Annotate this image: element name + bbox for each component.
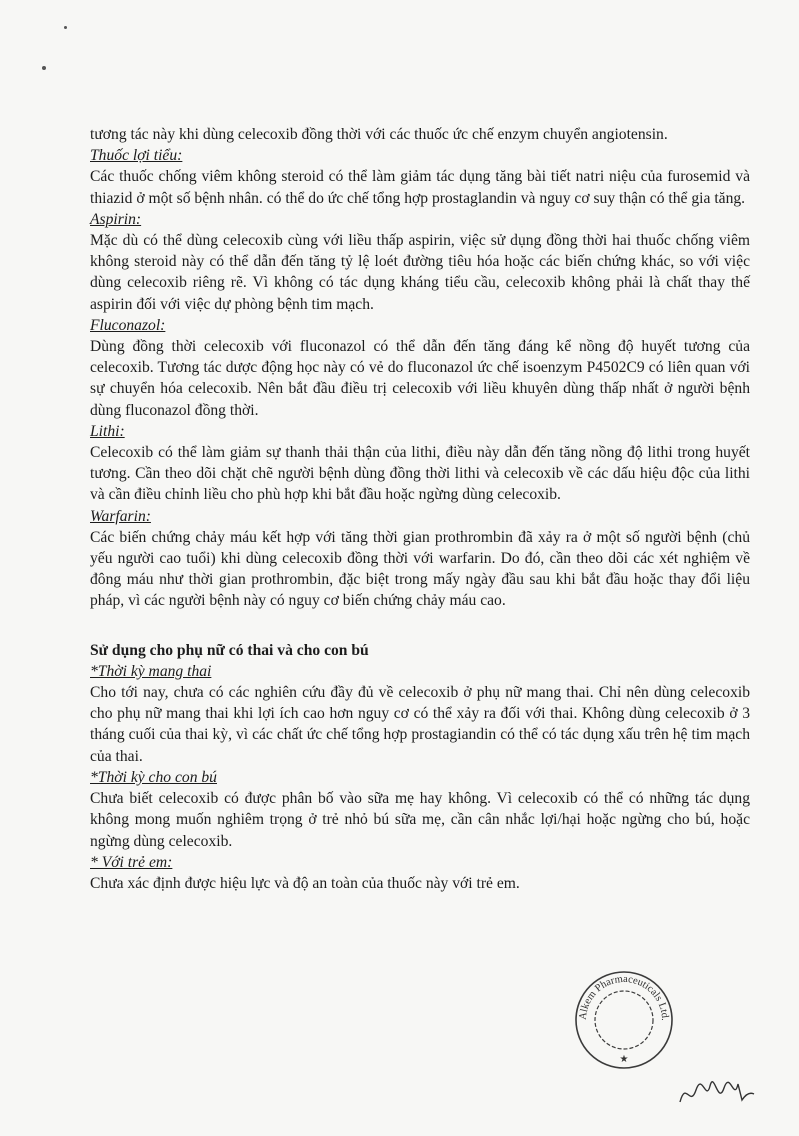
- section-heading: Thuốc lợi tiểu:: [90, 147, 183, 165]
- section-warfarin: [90, 506, 750, 612]
- subsection-heading: * Với trẻ em:: [90, 853, 173, 871]
- intro-paragraph: tương tác này khi dùng celecoxib đồng thời với các thuốc ức chế enzym chuyển angiotensin.: [90, 126, 668, 143]
- svg-text:★: ★: [619, 1054, 629, 1065]
- subsection-body: Cho tới nay, chưa có các nghiên cứu đầy đủ về celecoxib ở phụ nữ mang thai. Chỉ nên dùng celecoxib cho phụ nữ mang thai khi lợi ích cao hơn nguy cơ có thể xảy ra đối với thai. Không dùng celecoxib ở 3 tháng cuối của thai kỳ, vì các chất ức chế tổng hợp prostagiandin có thể có tác dụng xấu trên hệ tim mạch của thai.: [90, 684, 750, 765]
- section-diuretics: [90, 145, 750, 209]
- section-body: Celecoxib có thể làm giảm sự thanh thải thận của lithi, điều này dẫn đến tăng nồng độ lithi trong huyết tương. Cần theo dõi chặt chẽ người bệnh dùng đồng thời lithi và celecoxib về các dấu hiệu độc của lithi và cần điều chỉnh liều cho phù hợp khi bắt đầu hoặc ngừng dùng celecoxib.: [90, 444, 750, 504]
- section-heading: Warfarin:: [90, 507, 151, 525]
- children-item: [90, 852, 750, 894]
- breastfeeding-item: [90, 767, 750, 852]
- signature-icon: [676, 1072, 756, 1112]
- section-body: Mặc dù có thể dùng celecoxib cùng với liều thấp aspirin, việc sử dụng đồng thời hai thuốc chống viêm không steroid này có thể dẫn đến tăng tỷ lệ loét đường tiêu hóa hoặc các biến chứng khác, so với việc dùng celecoxib riêng rẽ. Vì không có tác dụng kháng tiểu cầu, celecoxib không phải là chất thay thế aspirin đối với việc dự phòng bệnh tim mạch.: [90, 232, 750, 313]
- stamp-text: Alkem Pharmaceuticals Ltd.: [577, 973, 671, 1021]
- company-stamp-icon: [572, 968, 676, 1072]
- pregnancy-title: Sử dụng cho phụ nữ có thai và cho con bú: [90, 641, 369, 659]
- section-fluconazol: [90, 315, 750, 421]
- section-heading: Fluconazol:: [90, 316, 166, 334]
- subsection-body: Chưa xác định được hiệu lực và độ an toàn của thuốc này với trẻ em.: [90, 874, 520, 892]
- subsection-heading: *Thời kỳ mang thai: [90, 662, 212, 680]
- scan-dot: [42, 66, 46, 70]
- subsection-heading: *Thời kỳ cho con bú: [90, 768, 217, 786]
- section-heading: Aspirin:: [90, 210, 142, 228]
- section-lithi: [90, 421, 750, 506]
- subsection-body: Chưa biết celecoxib có được phân bố vào sữa mẹ hay không. Vì celecoxib có thể có những tác dụng không mong muốn nghiêm trọng ở trẻ nhỏ bú sữa mẹ, cần cân nhắc lợi/hại hoặc ngừng cho bú, hoặc ngừng dùng celecoxib.: [90, 790, 750, 850]
- section-body: Các biến chứng chảy máu kết hợp với tăng thời gian prothrombin đã xảy ra ở một số người bệnh (chủ yếu người cao tuổi) khi dùng celecoxib đồng thời với warfarin. Do đó, cần theo dõi các xét nghiệm về đông máu như thời gian prothrombin, đặc biệt trong mấy ngày đầu sau khi bắt đầu hoặc thay đổi liệu pháp, vì các người bệnh này có nguy cơ biến chứng chảy máu cao.: [90, 528, 750, 610]
- section-aspirin: [90, 209, 750, 315]
- section-body: Dùng đồng thời celecoxib với fluconazol có thể dẫn đến tăng đáng kể nồng độ huyết tương của celecoxib. Tương tác dược động học này có vẻ do fluconazol ức chế isoenzym P4502C9 có liên quan với sự chuyển hóa celecoxib. Nên bắt đầu điều trị celecoxib với liều khuyên dùng thấp nhất ở người bệnh dùng fluconazol đồng thời.: [90, 338, 750, 419]
- document-page: [90, 124, 750, 894]
- scan-dot: [64, 26, 67, 29]
- section-body: Các thuốc chống viêm không steroid có thể làm giảm tác dụng tăng bài tiết natri niệu của furosemid và thiazid ở một số bệnh nhân. có thể do ức chế tổng hợp prostaglandin và nguy cơ suy thận có thể gia tăng.: [90, 168, 750, 207]
- section-heading: Lithi:: [90, 422, 125, 440]
- pregnancy-item: [90, 661, 750, 767]
- svg-text:Alkem Pharmaceuticals Ltd.: [578, 974, 670, 1021]
